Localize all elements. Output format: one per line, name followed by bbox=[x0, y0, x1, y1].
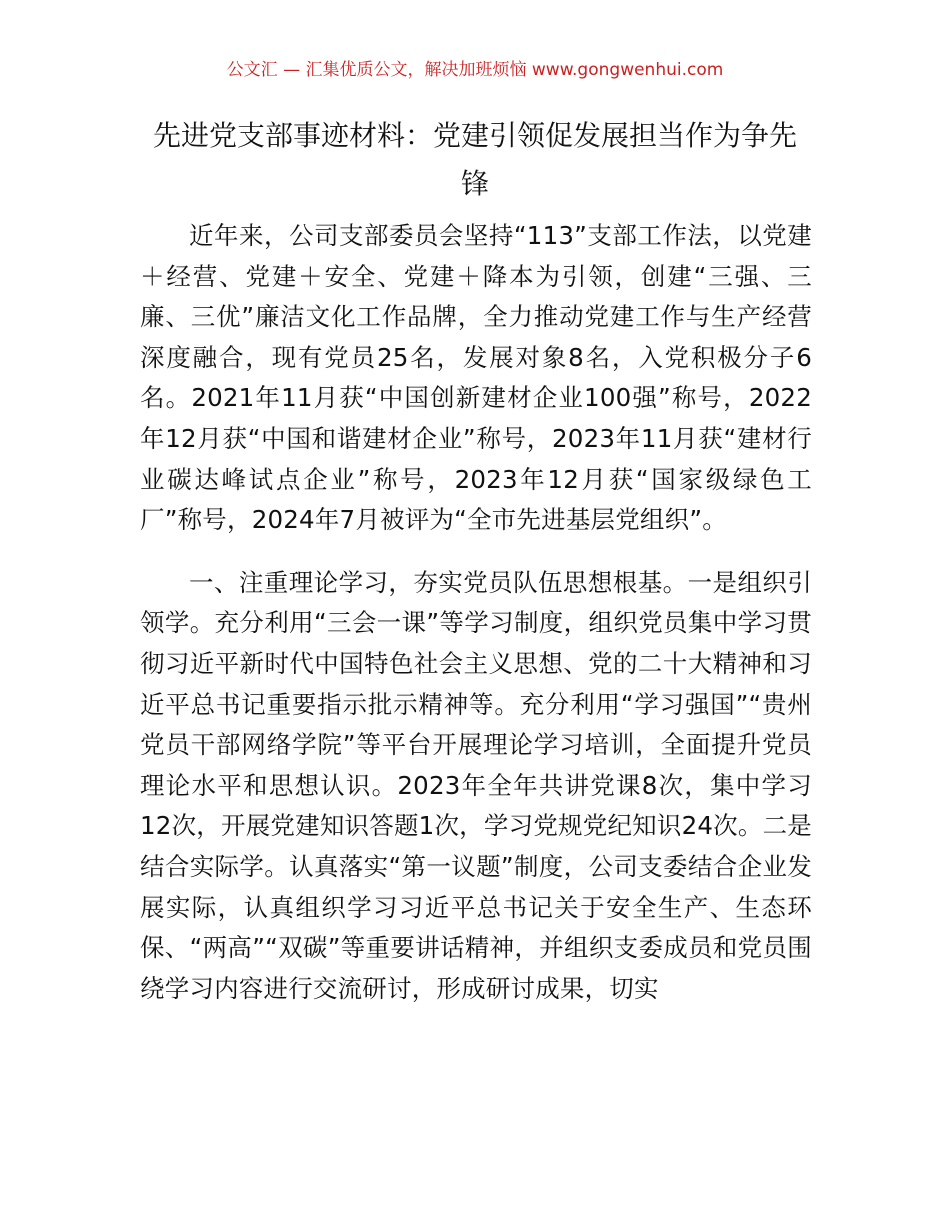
document-title: 先进党支部事迹材料：党建引领促发展担当作为争先锋 bbox=[152, 119, 797, 200]
body-paragraph-intro: 近年来，公司支部委员会坚持“113”支部工作法，以党建＋经营、党建＋安全、党建＋降本为引领，创建“三强、三廉、三优”廉洁文化工作品牌，全力推动党建工作与生产经营深度融合，现有党员25名，发展对象8名，入党积极分子6名。2021年11月获“中国创新建材企业100强”称号，2022年12月获“中国和谐建材企业”称号，2023年11月获“建材行业碳达峰试点企业”称号，2023年12月获“国家级绿色工厂”称号，2024年7月被评为“全市先进基层党组织”。 bbox=[140, 221, 812, 535]
site-banner: 公文汇 — 汇集优质公文，解决加班烦恼 www.gongwenhui.com bbox=[226, 60, 724, 80]
document-body bbox=[140, 216, 812, 1009]
body-paragraph-section-1: 一、注重理论学习，夯实党员队伍思想根基。一是组织引领学。充分利用“三会一课”等学习制度，组织党员集中学习贯彻习近平新时代中国特色社会主义思想、党的二十大精神和习近平总书记重要指示批示精神等。充分利用“学习强国”“贵州党员干部网络学院”等平台开展理论学习培训，全面提升党员理论水平和思想认识。2023年全年共讲党课8次，集中学习12次，开展党建知识答题1次，学习党规党纪知识24次。二是结合实际学。认真落实“第一议题”制度，公司支委结合企业发展实际，认真组织学习习近平总书记关于安全生产、生态环保、“两高”“双碳”等重要讲话精神，并组织支委成员和党员围绕学习内容进行交流研讨，形成研讨成果，切实 bbox=[140, 567, 812, 1003]
